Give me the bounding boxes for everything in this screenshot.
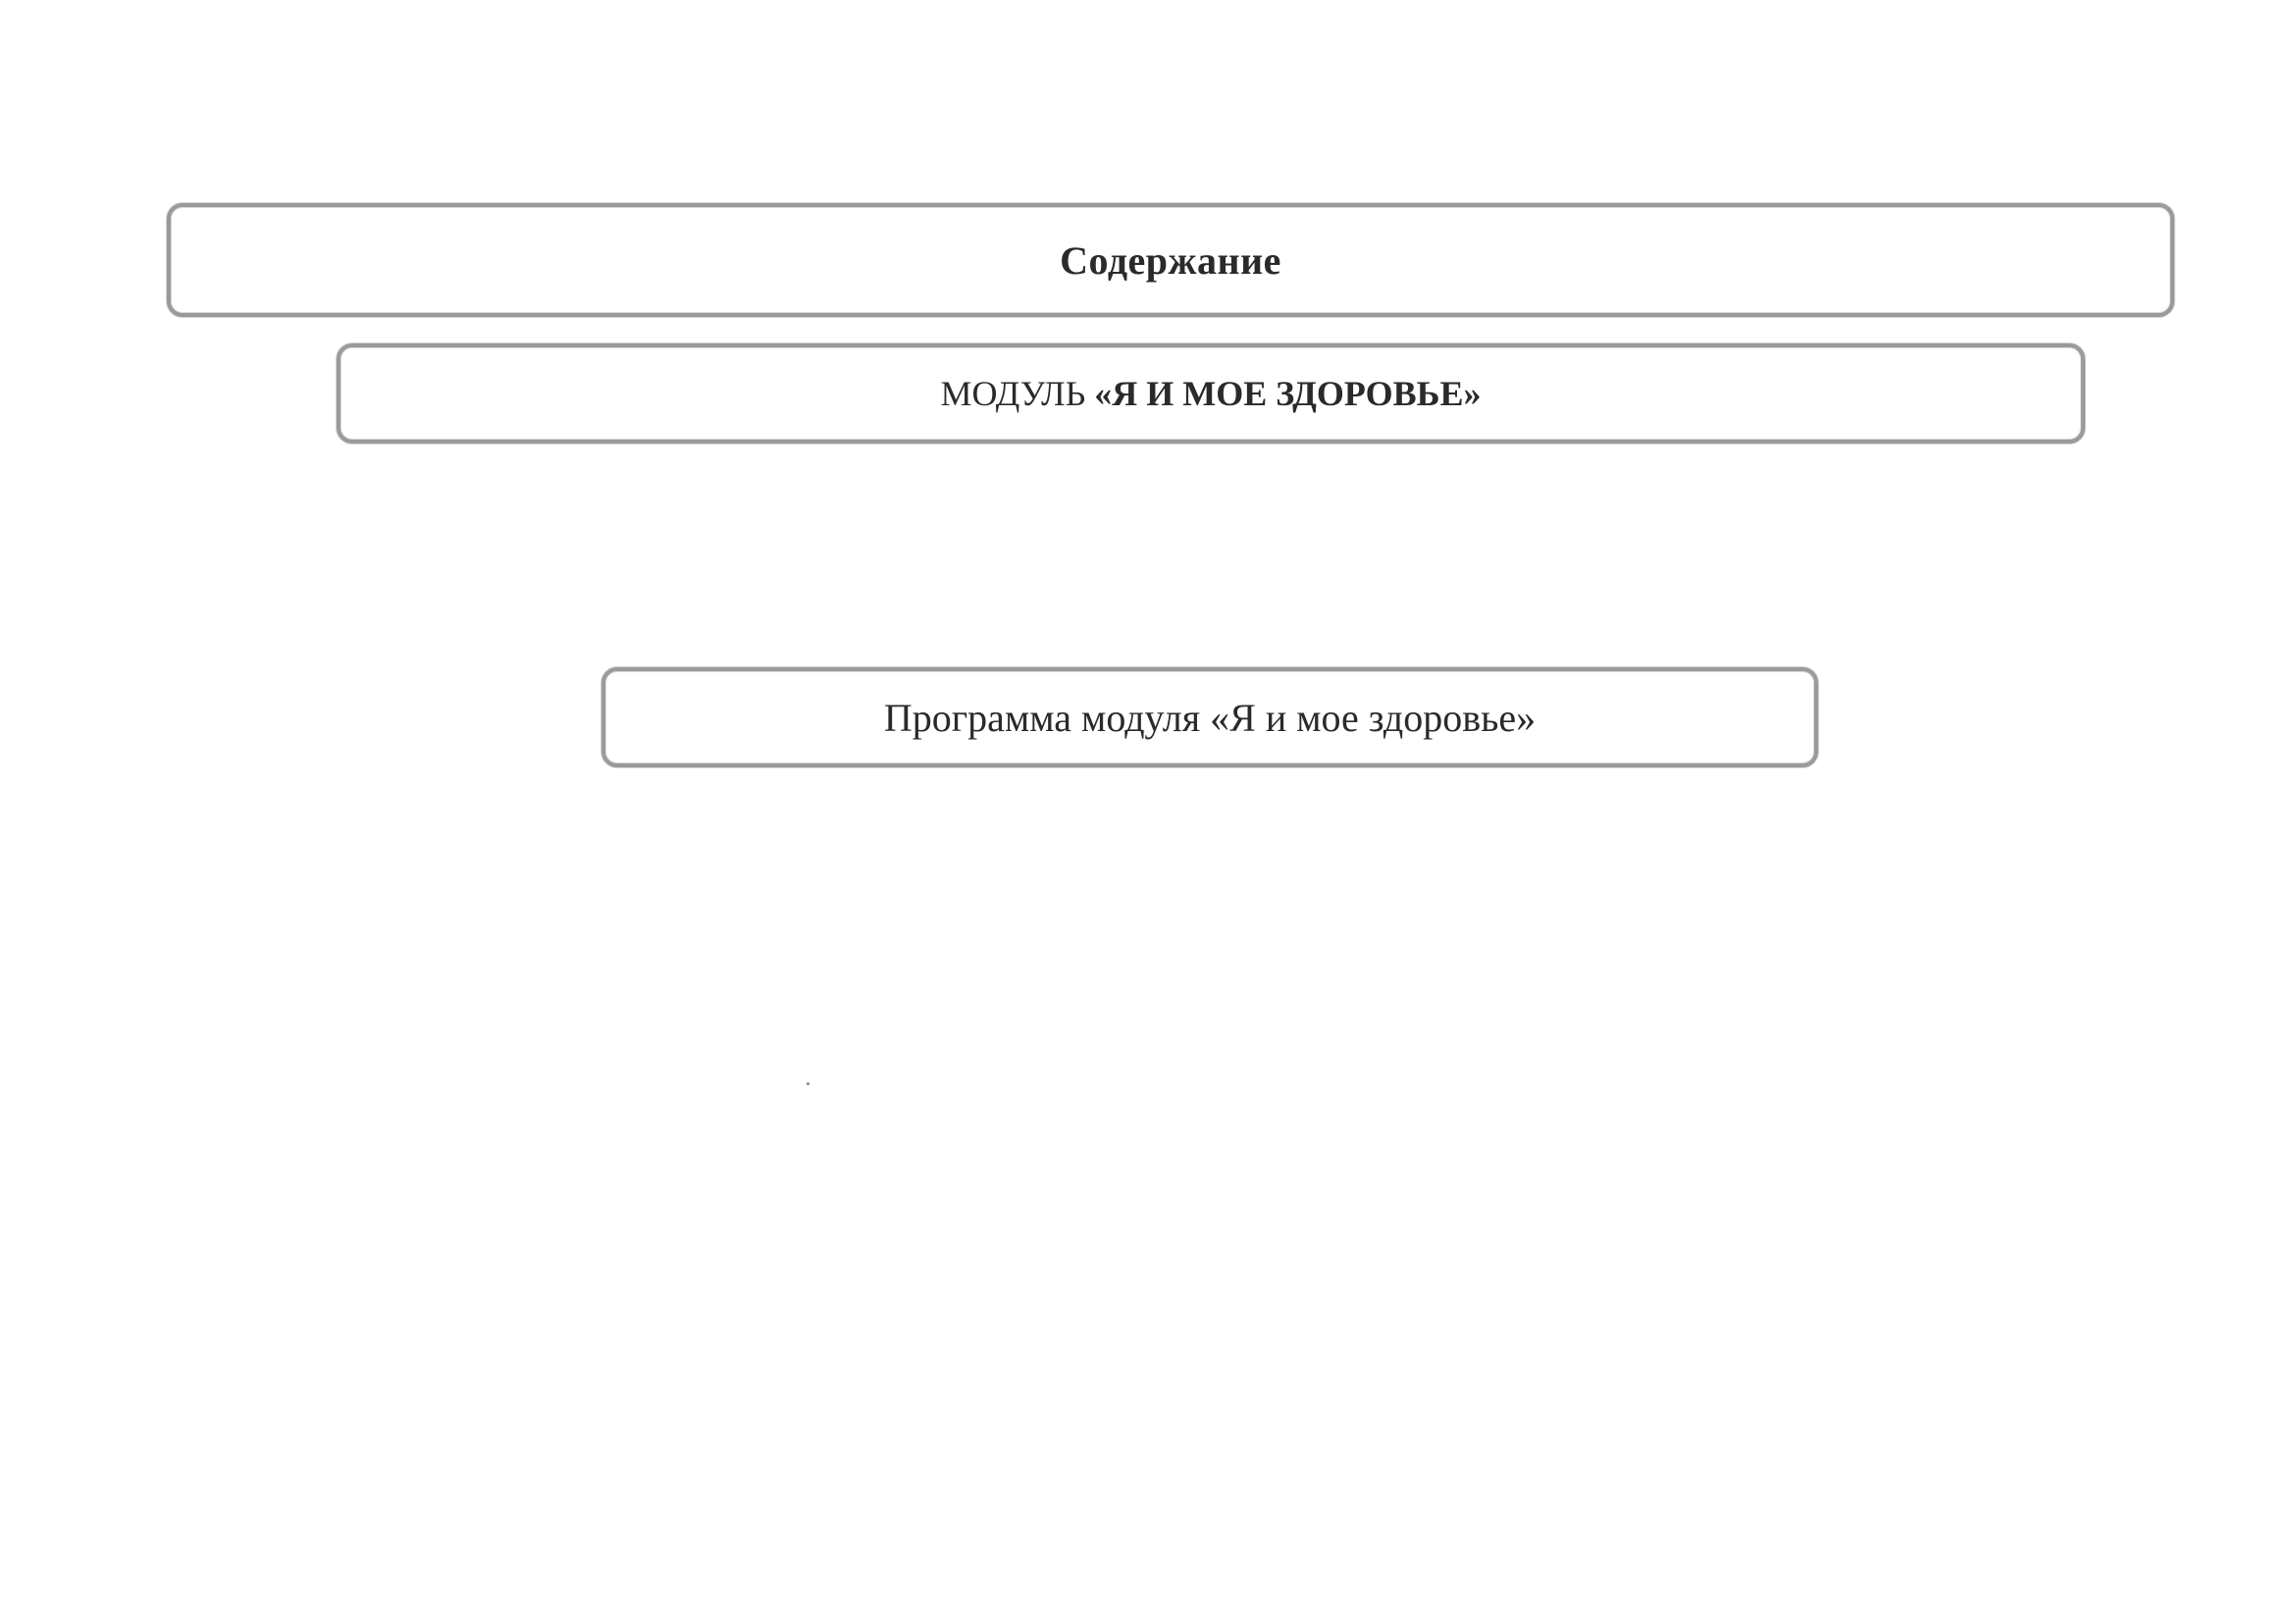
module-title-prefix: МОДУЛЬ [940, 374, 1086, 413]
program-title-box [601, 667, 1818, 767]
scan-speck [807, 1082, 809, 1085]
module-title-name: «Я И МОЕ ЗДОРОВЬЕ» [1094, 374, 1482, 413]
module-title-box [337, 343, 2085, 444]
contents-heading: Содержание [1060, 237, 1281, 283]
module-title [941, 373, 1482, 414]
contents-heading-box [167, 203, 2174, 317]
program-title: Программа модуля «Я и мое здоровье» [883, 695, 1537, 740]
